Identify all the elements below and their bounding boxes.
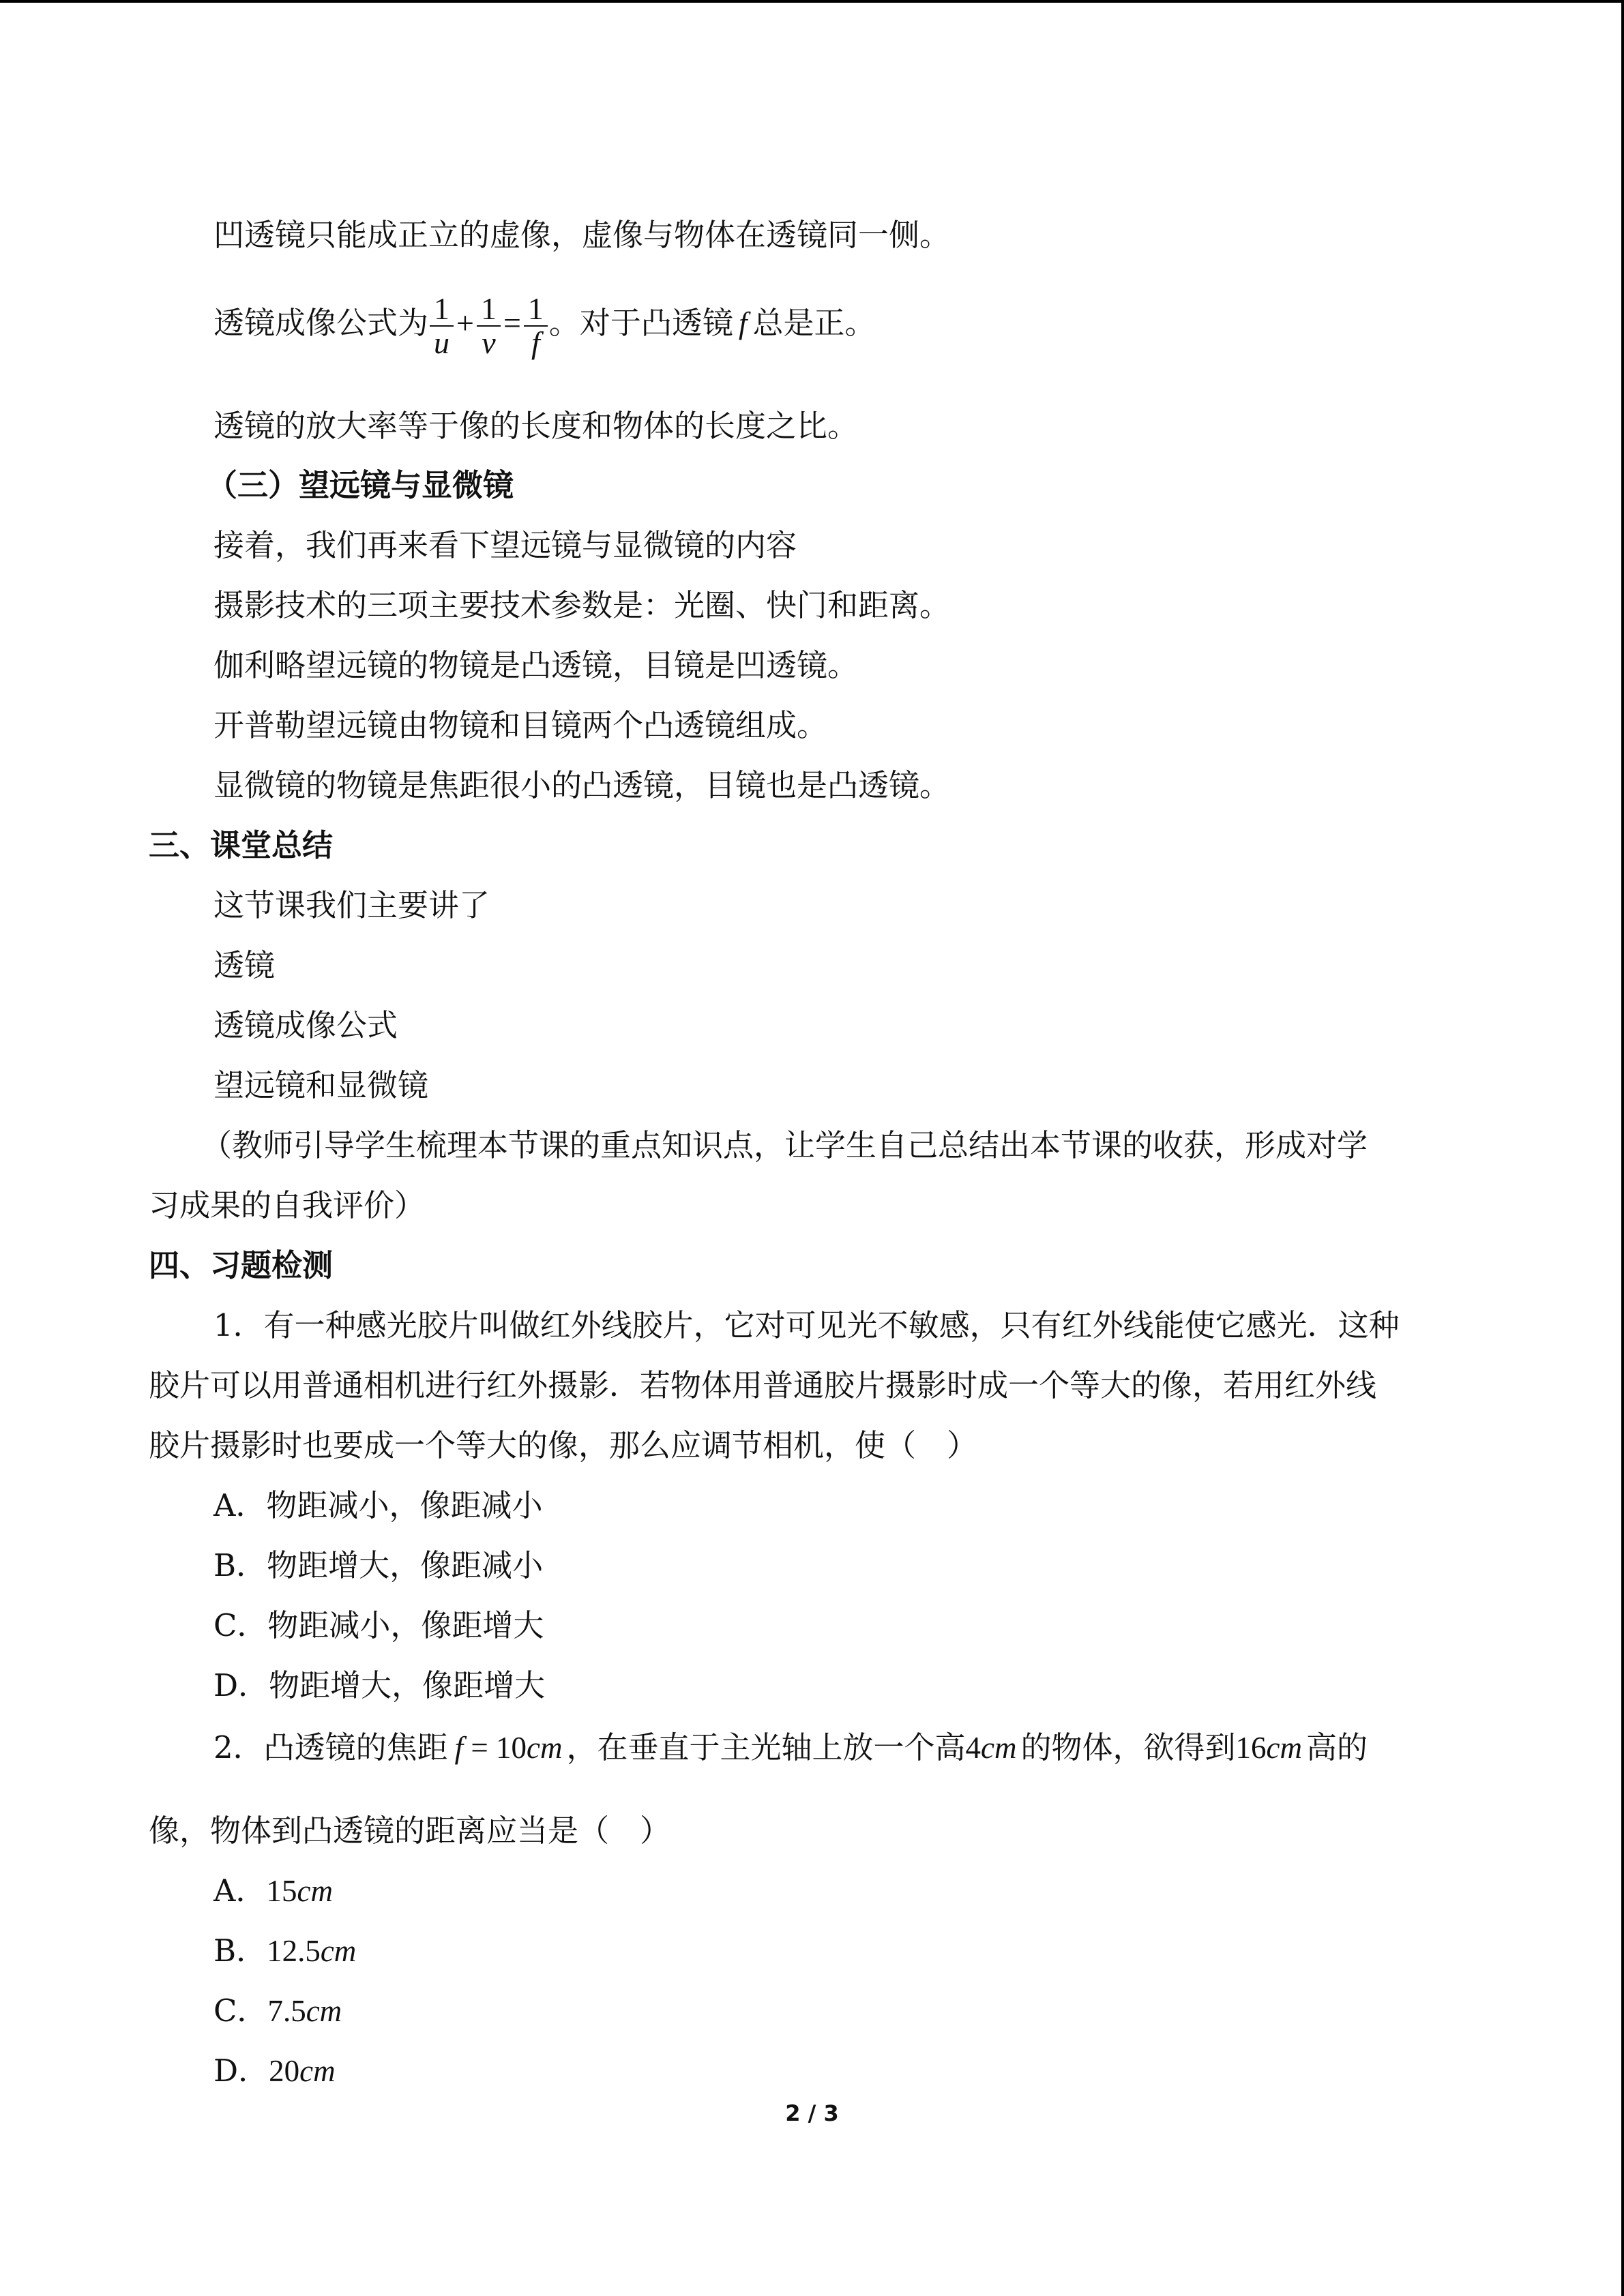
text-line-teacher-note-1: （教师引导学生梳理本节课的重点知识点，让学生自己总结出本节课的收获，形成对学 — [201, 1127, 1368, 1163]
text-line-magnification: 透镜的放大率等于像的长度和物体的长度之比。 — [213, 408, 859, 444]
q2-option-d-unit: cm — [299, 2054, 336, 2088]
question-2-line-1 — [213, 1727, 1368, 1768]
question-2-line-2: 像，物体到凸透镜的距离应当是（ ） — [149, 1813, 671, 1849]
fraction-denominator-v: v — [482, 325, 496, 360]
summary-item-telescope: 望远镜和显微镜 — [213, 1067, 429, 1103]
page-border-top — [0, 0, 1624, 3]
question-1-option-b: B．物距增大，像距减小 — [213, 1547, 544, 1583]
fraction-numerator: 1 — [524, 293, 548, 327]
q2-option-d-value: 20 — [269, 2054, 300, 2088]
q2-option-b-value: 12.5 — [267, 1934, 321, 1968]
text-line-teacher-note-2: 习成果的自我评价） — [149, 1187, 426, 1223]
text-line-lens-formula — [213, 286, 875, 360]
question-1-option-a: A．物距减小，像距减小 — [213, 1487, 543, 1523]
q2-math-4: 4 — [965, 1731, 981, 1765]
fraction-denominator-f: f — [531, 325, 540, 360]
q2-option-a-label: A． — [213, 1873, 267, 1909]
question-1-option-d: D．物距增大，像距增大 — [213, 1667, 546, 1703]
text-line-kepler: 开普勒望远镜由物镜和目镜两个凸透镜组成。 — [213, 707, 828, 743]
text-line-next-content: 接着，我们再来看下望远镜与显微镜的内容 — [213, 527, 797, 563]
formula-suffix-b: 总是正。 — [752, 305, 876, 341]
question-2-option-b — [213, 1930, 356, 1971]
question-1-line-3: 胶片摄影时也要成一个等大的像，那么应调节相机，使（ ） — [149, 1427, 978, 1463]
question-2-option-a — [213, 1870, 333, 1911]
q2-text-1: 2．凸透镜的焦距 — [213, 1729, 448, 1765]
text-line-galileo: 伽利略望远镜的物镜是凸透镜，目镜是凹透镜。 — [213, 647, 859, 683]
q2-math-f: f — [454, 1731, 464, 1765]
q2-text-3: 的物体，欲得到 — [1020, 1729, 1236, 1765]
q2-option-c-unit: cm — [306, 1994, 342, 2028]
page-border-right — [1621, 0, 1624, 2296]
q2-math-cm-2: cm — [981, 1731, 1017, 1765]
fraction-1-over-u — [430, 290, 454, 360]
text-line-concave-image: 凹透镜只能成正立的虚像，虚像与物体在透镜同一侧。 — [213, 217, 951, 253]
q2-math-cm-3: cm — [1266, 1731, 1303, 1765]
text-line-summary-intro: 这节课我们主要讲了 — [213, 887, 490, 923]
question-1-line-1: 1．有一种感光胶片叫做红外线胶片，它对可见光不敏感，只有红外线能使它感光．这种 — [213, 1307, 1400, 1343]
q2-math-eq-10: = 10 — [463, 1731, 527, 1765]
q2-option-b-label: B． — [213, 1933, 267, 1969]
q2-option-a-unit: cm — [297, 1874, 333, 1908]
fraction-1-over-f — [524, 290, 548, 360]
equals-sign: = — [503, 305, 521, 340]
q2-text-4: 高的 — [1306, 1729, 1368, 1765]
q2-option-b-unit: cm — [320, 1934, 357, 1968]
q2-option-c-value: 7.5 — [267, 1994, 306, 2028]
question-2-option-d — [213, 2051, 336, 2091]
q2-math-16: 16 — [1235, 1731, 1267, 1765]
section-heading-summary: 三、课堂总结 — [149, 827, 334, 863]
page-number: 2 / 3 — [785, 2100, 839, 2126]
text-line-photo-params: 摄影技术的三项主要技术参数是：光圈、快门和距离。 — [213, 587, 951, 623]
q2-option-c-label: C． — [213, 1993, 268, 2029]
plus-sign: + — [456, 305, 474, 340]
formula-suffix-a: 。对于凸透镜 — [548, 305, 733, 341]
question-2-option-c — [213, 1991, 342, 2031]
fraction-1-over-v — [477, 290, 501, 360]
formula-var-f: f — [738, 306, 748, 340]
q2-option-a-value: 15 — [266, 1874, 297, 1908]
summary-item-formula: 透镜成像公式 — [213, 1007, 398, 1043]
q2-math-cm-1: cm — [527, 1731, 563, 1765]
section-heading-exercises: 四、习题检测 — [149, 1247, 334, 1283]
q2-option-d-label: D． — [213, 2053, 269, 2089]
question-1-line-2: 胶片可以用普通相机进行红外摄影．若物体用普通胶片摄影时成一个等大的像，若用红外线 — [149, 1367, 1377, 1403]
question-1-option-c: C．物距减小，像距增大 — [213, 1607, 544, 1643]
fraction-numerator: 1 — [477, 293, 501, 327]
formula-prefix: 透镜成像公式为 — [213, 305, 429, 341]
fraction-numerator: 1 — [430, 293, 454, 327]
text-line-microscope: 显微镜的物镜是焦距很小的凸透镜，目镜也是凸透镜。 — [213, 767, 951, 803]
section-heading-telescope-microscope: （三）望远镜与显微镜 — [207, 467, 514, 503]
fraction-denominator-u: u — [434, 325, 450, 360]
summary-item-lens: 透镜 — [213, 947, 276, 983]
q2-text-2: ，在垂直于主光轴上放一个高 — [566, 1729, 966, 1765]
